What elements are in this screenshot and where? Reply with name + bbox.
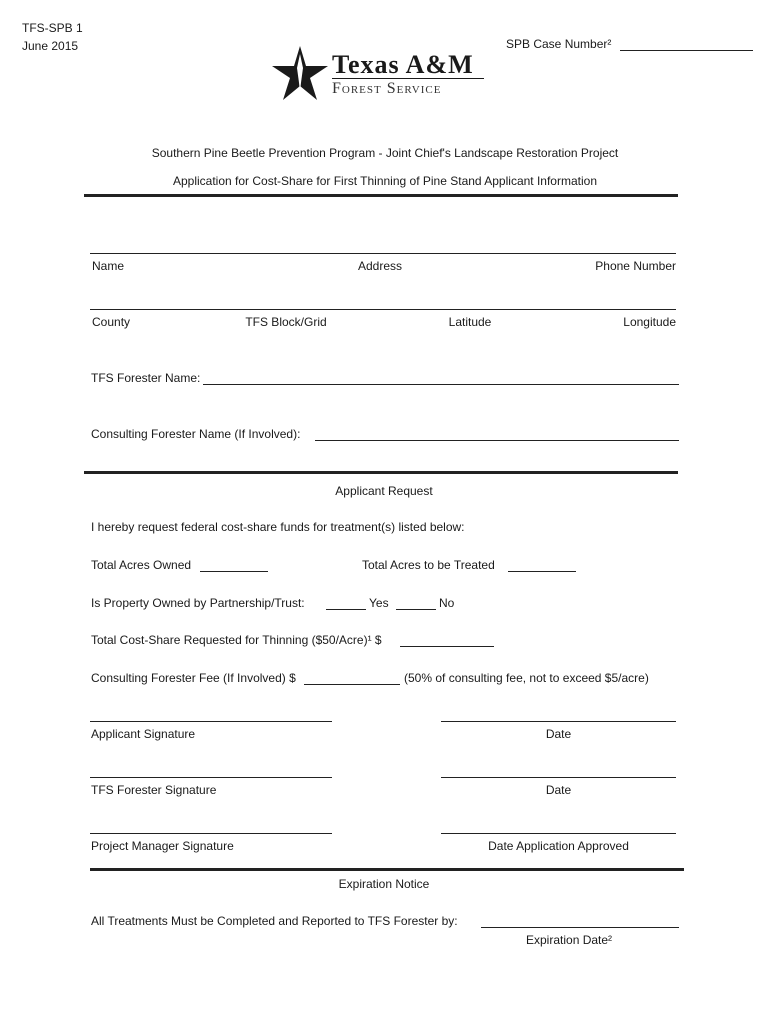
star-icon <box>270 44 330 102</box>
cost-share-label: Total Cost-Share Requested for Thinning ($50/Acre)¹ $ <box>91 633 382 647</box>
request-intro: I hereby request federal cost-share funds for treatment(s) listed below: <box>91 520 465 534</box>
tfs-forester-signature-field[interactable] <box>90 763 332 778</box>
tfs-forester-label: TFS Forester Name: <box>91 371 201 385</box>
phone-number-label: Phone Number <box>595 259 676 273</box>
tfs-block-grid-label: TFS Block/Grid <box>245 315 327 329</box>
consulting-fee-field[interactable] <box>304 670 400 685</box>
consulting-fee-note: (50% of consulting fee, not to exceed $5/acre) <box>404 671 649 685</box>
project-manager-signature-field[interactable] <box>90 819 332 834</box>
expiration-date-field[interactable] <box>481 913 679 928</box>
logo-rule <box>332 78 484 79</box>
form-date: June 2015 <box>22 39 79 53</box>
applicant-signature-date-field[interactable] <box>441 707 676 722</box>
tfs-forester-name-field[interactable] <box>203 370 679 385</box>
total-acres-treated-field[interactable] <box>508 557 576 572</box>
applicant-signature-label: Applicant Signature <box>91 727 196 741</box>
applicant-date-label: Date <box>545 727 572 741</box>
cost-share-amount-field[interactable] <box>400 632 494 647</box>
logo-line2: Forest Service <box>332 80 442 97</box>
name-label: Name <box>92 259 125 273</box>
case-number-label: SPB Case Number² <box>506 37 612 51</box>
consulting-forester-name-field[interactable] <box>315 426 679 441</box>
latitude-label: Latitude <box>448 315 492 329</box>
expiration-date-label: Expiration Date² <box>526 933 613 947</box>
partnership-yes-field[interactable] <box>326 595 366 610</box>
total-acres-owned-label: Total Acres Owned <box>91 558 192 572</box>
county-label: County <box>92 315 131 329</box>
longitude-label: Longitude <box>623 315 676 329</box>
expiration-divider <box>90 868 684 871</box>
consulting-fee-label: Consulting Forester Fee (If Involved) $ <box>91 671 296 685</box>
expiration-heading: Expiration Notice <box>338 877 430 891</box>
total-acres-treated-label: Total Acres to be Treated <box>362 558 495 572</box>
name-address-phone-field[interactable] <box>90 239 676 254</box>
consulting-forester-label: Consulting Forester Name (If Involved): <box>91 427 301 441</box>
title-divider <box>84 194 678 197</box>
partnership-no-label: No <box>439 596 455 610</box>
logo-line1: Texas A&M <box>332 50 474 79</box>
partnership-yes-label: Yes <box>369 596 389 610</box>
partnership-label: Is Property Owned by Partnership/Trust: <box>91 596 305 610</box>
date-approved-label: Date Application Approved <box>488 839 629 853</box>
applicant-signature-field[interactable] <box>90 707 332 722</box>
county-block-lat-long-field[interactable] <box>90 295 676 310</box>
address-label: Address <box>357 259 403 273</box>
total-acres-owned-field[interactable] <box>200 557 268 572</box>
date-approved-field[interactable] <box>441 819 676 834</box>
texas-am-forest-service-logo <box>270 44 495 102</box>
tfs-forester-signature-label: TFS Forester Signature <box>91 783 217 797</box>
case-number-field[interactable] <box>620 36 753 51</box>
tfs-forester-date-label: Date <box>545 783 572 797</box>
page-title: Southern Pine Beetle Prevention Program - Joint Chief's Landscape Restoration Project <box>151 146 619 160</box>
expiration-statement: All Treatments Must be Completed and Reported to TFS Forester by: <box>91 914 458 928</box>
project-manager-signature-label: Project Manager Signature <box>91 839 234 853</box>
request-divider <box>84 471 678 474</box>
applicant-request-heading: Applicant Request <box>335 484 433 498</box>
partnership-no-field[interactable] <box>396 595 436 610</box>
form-id: TFS-SPB 1 <box>22 21 83 35</box>
tfs-forester-date-field[interactable] <box>441 763 676 778</box>
page-subtitle: Application for Cost-Share for First Thinning of Pine Stand Applicant Information <box>172 174 597 188</box>
